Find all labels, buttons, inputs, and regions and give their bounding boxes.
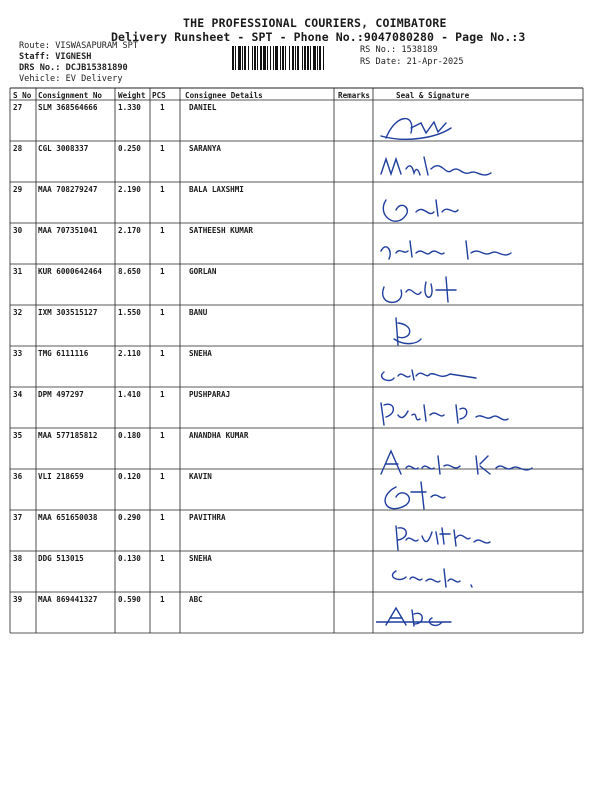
row-consignee-name: SNEHA [189, 554, 212, 563]
row-consignment-no: DPM 497297 [38, 390, 84, 399]
row-sno: 38 [13, 554, 23, 563]
row-weight: 0.180 [118, 431, 141, 440]
row-signature [376, 559, 596, 599]
rs-no-value: 1538189 [401, 45, 438, 55]
row-consignee-name: BALA LAXSHMI [189, 185, 244, 194]
row-weight: 1.550 [118, 308, 141, 317]
staff-label: Staff: [19, 52, 51, 62]
row-sno: 27 [13, 103, 23, 112]
row-weight: 0.120 [118, 472, 141, 481]
row-signature [376, 395, 596, 435]
row-signature [376, 272, 596, 312]
row-pcs: 1 [160, 226, 165, 235]
row-pcs: 1 [160, 472, 165, 481]
signature-stroke [381, 403, 508, 425]
row-signature [376, 190, 596, 230]
signature-stroke [381, 157, 491, 175]
signature-stroke [396, 526, 490, 550]
row-sno: 36 [13, 472, 23, 481]
signature-stroke [376, 608, 451, 626]
col-weight-header: Weight [118, 91, 146, 100]
rs-date-value: 21-Apr-2025 [406, 57, 464, 67]
staff-value: VIGNESH [55, 52, 92, 62]
row-pcs: 1 [160, 390, 165, 399]
col-remarks-header: Remarks [338, 91, 371, 100]
row-pcs: 1 [160, 595, 165, 604]
row-weight: 8.650 [118, 267, 141, 276]
row-weight: 2.110 [118, 349, 141, 358]
col-consignment-header: Consignment No [38, 91, 103, 100]
signature-stroke [381, 451, 532, 474]
row-signature [376, 231, 596, 271]
row-signature [376, 313, 596, 353]
row-sno: 29 [13, 185, 23, 194]
row-sno: 30 [13, 226, 23, 235]
route-label: Route: [19, 41, 51, 51]
row-signature [376, 518, 596, 558]
row-consignment-no: DDG 513015 [38, 554, 84, 563]
row-pcs: 1 [160, 144, 165, 153]
signature-stroke [385, 482, 445, 509]
row-signature [376, 600, 596, 640]
row-consignment-no: IXM 303515127 [38, 308, 98, 317]
row-consignment-no: TMG 6111116 [38, 349, 89, 358]
row-weight: 1.330 [118, 103, 141, 112]
signature-stroke [383, 200, 458, 221]
row-weight: 1.410 [118, 390, 141, 399]
row-consignment-no: MAA 869441327 [38, 595, 98, 604]
signature-stroke [383, 277, 456, 302]
signature-stroke [393, 569, 473, 587]
col-pcs-header: PCS [152, 91, 166, 100]
row-signature [376, 149, 596, 189]
row-sno: 31 [13, 267, 23, 276]
row-pcs: 1 [160, 349, 165, 358]
company-title: THE PROFESSIONAL COURIERS, COIMBATORE [183, 16, 447, 30]
col-signature-header: Seal & Signature [396, 91, 470, 100]
signature-stroke [394, 318, 421, 345]
drs-value: DCJB15381890 [65, 63, 128, 73]
row-pcs: 1 [160, 308, 165, 317]
row-weight: 0.250 [118, 144, 141, 153]
row-weight: 0.130 [118, 554, 141, 563]
row-sno: 32 [13, 308, 23, 317]
col-consignee-header: Consignee Details [185, 91, 263, 100]
row-consignee-name: DANIEL [189, 103, 217, 112]
row-consignment-no: VLI 218659 [38, 472, 84, 481]
row-consignment-no: SLM 368564666 [38, 103, 98, 112]
row-consignment-no: MAA 651650038 [38, 513, 98, 522]
row-consignment-no: MAA 708279247 [38, 185, 98, 194]
row-pcs: 1 [160, 185, 165, 194]
row-consignee-name: PUSHPARAJ [189, 390, 231, 399]
row-consignee-name: GORLAN [189, 267, 217, 276]
signature-stroke [381, 119, 451, 140]
row-weight: 0.590 [118, 595, 141, 604]
row-consignee-name: ABC [189, 595, 203, 604]
route-value: VISWASAPURAM SPT [55, 41, 139, 51]
row-consignee-name: PAVITHRA [189, 513, 226, 522]
row-signature [376, 354, 596, 394]
row-sno: 34 [13, 390, 23, 399]
row-signature [376, 477, 596, 517]
row-sno: 39 [13, 595, 23, 604]
row-pcs: 1 [160, 267, 165, 276]
signature-stroke [382, 370, 476, 380]
row-sno: 28 [13, 144, 23, 153]
row-weight: 2.190 [118, 185, 141, 194]
row-sno: 33 [13, 349, 23, 358]
col-sno-header: S No [13, 91, 32, 100]
runsheet-subtitle: Delivery Runsheet - SPT - Phone No.:9047080280 - Page No.:3 [111, 30, 526, 44]
row-consignee-name: ANANDHA KUMAR [189, 431, 249, 440]
row-sno: 37 [13, 513, 23, 522]
row-consignment-no: CGL 3008337 [38, 144, 89, 153]
row-consignee-name: BANU [189, 308, 208, 317]
vehicle-label: Vehicle: [19, 74, 61, 84]
row-pcs: 1 [160, 431, 165, 440]
row-weight: 2.170 [118, 226, 141, 235]
drs-label: DRS No.: [19, 63, 61, 73]
vehicle-value: EV Delivery [65, 74, 123, 84]
row-pcs: 1 [160, 554, 165, 563]
rs-no-label: RS No.: [360, 45, 397, 55]
row-consignment-no: KUR 6000642464 [38, 267, 103, 276]
row-consignee-name: KAVIN [189, 472, 212, 481]
row-consignee-name: SNEHA [189, 349, 212, 358]
row-pcs: 1 [160, 513, 165, 522]
row-consignee-name: SARANYA [189, 144, 222, 153]
row-consignment-no: MAA 707351041 [38, 226, 98, 235]
row-sno: 35 [13, 431, 23, 440]
row-consignee-name: SATHEESH KUMAR [189, 226, 254, 235]
row-weight: 0.290 [118, 513, 141, 522]
row-consignment-no: MAA 577185812 [38, 431, 98, 440]
row-signature [376, 108, 596, 148]
rs-date-label: RS Date: [360, 57, 402, 67]
signature-stroke [381, 241, 511, 259]
row-pcs: 1 [160, 103, 165, 112]
